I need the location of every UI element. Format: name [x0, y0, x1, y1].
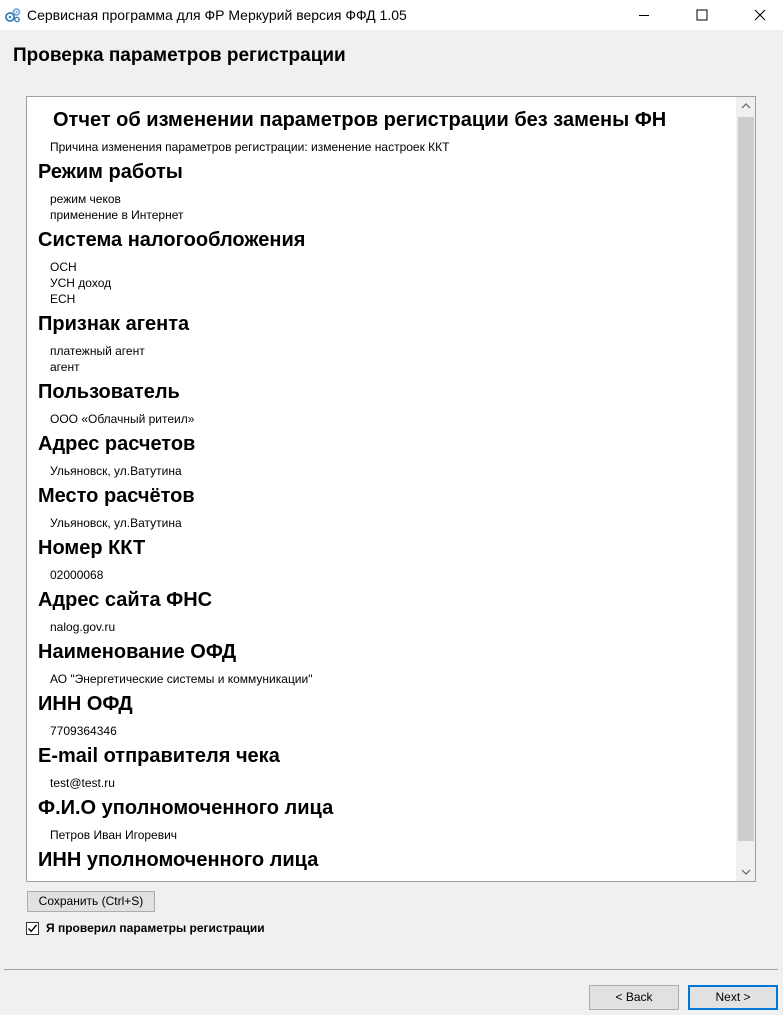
section-heading: Адрес сайта ФНС — [38, 589, 213, 611]
section-value: ООО «Облачный ритеил» — [50, 412, 195, 426]
section-value: применение в Интернет — [50, 208, 184, 222]
chevron-up-icon — [741, 103, 751, 109]
scroll-thumb[interactable] — [738, 117, 754, 841]
section-heading: Признак агента — [38, 313, 190, 335]
section-value: режим чеков — [50, 192, 121, 206]
section-value: ОСН — [50, 260, 77, 274]
scroll-down-button[interactable] — [737, 863, 755, 881]
section-value: платежный агент — [50, 344, 145, 358]
section-heading: Система налогообложения — [38, 229, 306, 251]
save-button[interactable]: Сохранить (Ctrl+S) — [27, 891, 155, 912]
section-value: 7709364346 — [50, 724, 117, 738]
gears-icon — [4, 6, 22, 24]
section-value: nalog.gov.ru — [50, 620, 116, 634]
page-title: Проверка параметров регистрации — [13, 45, 346, 66]
minimize-button[interactable] — [621, 0, 667, 30]
maximize-icon — [696, 9, 708, 21]
confirm-checkbox-label: Я проверил параметры регистрации — [46, 920, 265, 935]
section-value: Петров Иван Игоревич — [50, 828, 178, 842]
section-heading: E-mail отправителя чека — [38, 745, 280, 767]
minimize-icon — [638, 9, 650, 21]
section-value: test@test.ru — [50, 776, 115, 790]
section-heading: Пользователь — [38, 381, 180, 403]
section-value: УСН доход — [50, 276, 112, 290]
report-view[interactable] — [26, 96, 756, 882]
section-heading: Место расчётов — [38, 485, 195, 507]
scroll-up-button[interactable] — [737, 97, 755, 115]
report-title: Отчет об изменении параметров регистрации без замены ФН — [53, 109, 667, 131]
confirm-checkbox-row[interactable] — [26, 920, 265, 936]
window-title: Сервисная программа для ФР Меркурий версия ФФД 1.05 — [27, 7, 407, 23]
section-heading: Ф.И.О уполномоченного лица — [38, 797, 334, 819]
chevron-down-icon — [741, 869, 751, 875]
back-button[interactable]: < Back — [589, 985, 679, 1010]
section-value: Ульяновск, ул.Ватутина — [50, 516, 182, 530]
section-value: агент — [50, 360, 80, 374]
section-value: АО "Энергетические системы и коммуникации" — [50, 672, 313, 686]
close-button[interactable] — [737, 0, 783, 30]
section-heading: Наименование ОФД — [38, 641, 237, 663]
maximize-button[interactable] — [679, 0, 725, 30]
report-reason: Причина изменения параметров регистрации: изменение настроек ККТ — [50, 140, 450, 154]
section-heading: Номер ККТ — [38, 537, 146, 559]
vertical-scrollbar[interactable] — [736, 97, 755, 881]
footer-divider — [4, 969, 778, 970]
section-heading: ИНН уполномоченного лица — [38, 849, 319, 871]
close-icon — [754, 9, 766, 21]
next-button[interactable]: Next > — [688, 985, 778, 1010]
section-value: Ульяновск, ул.Ватутина — [50, 464, 182, 478]
confirm-checkbox[interactable] — [26, 922, 39, 935]
section-heading: Адрес расчетов — [38, 433, 196, 455]
title-bar — [0, 0, 783, 30]
section-heading: Режим работы — [38, 161, 183, 183]
section-value: 02000068 — [50, 568, 104, 582]
checkmark-icon — [27, 923, 38, 934]
section-heading: ИНН ОФД — [38, 693, 133, 715]
section-value: ЕСН — [50, 292, 76, 306]
